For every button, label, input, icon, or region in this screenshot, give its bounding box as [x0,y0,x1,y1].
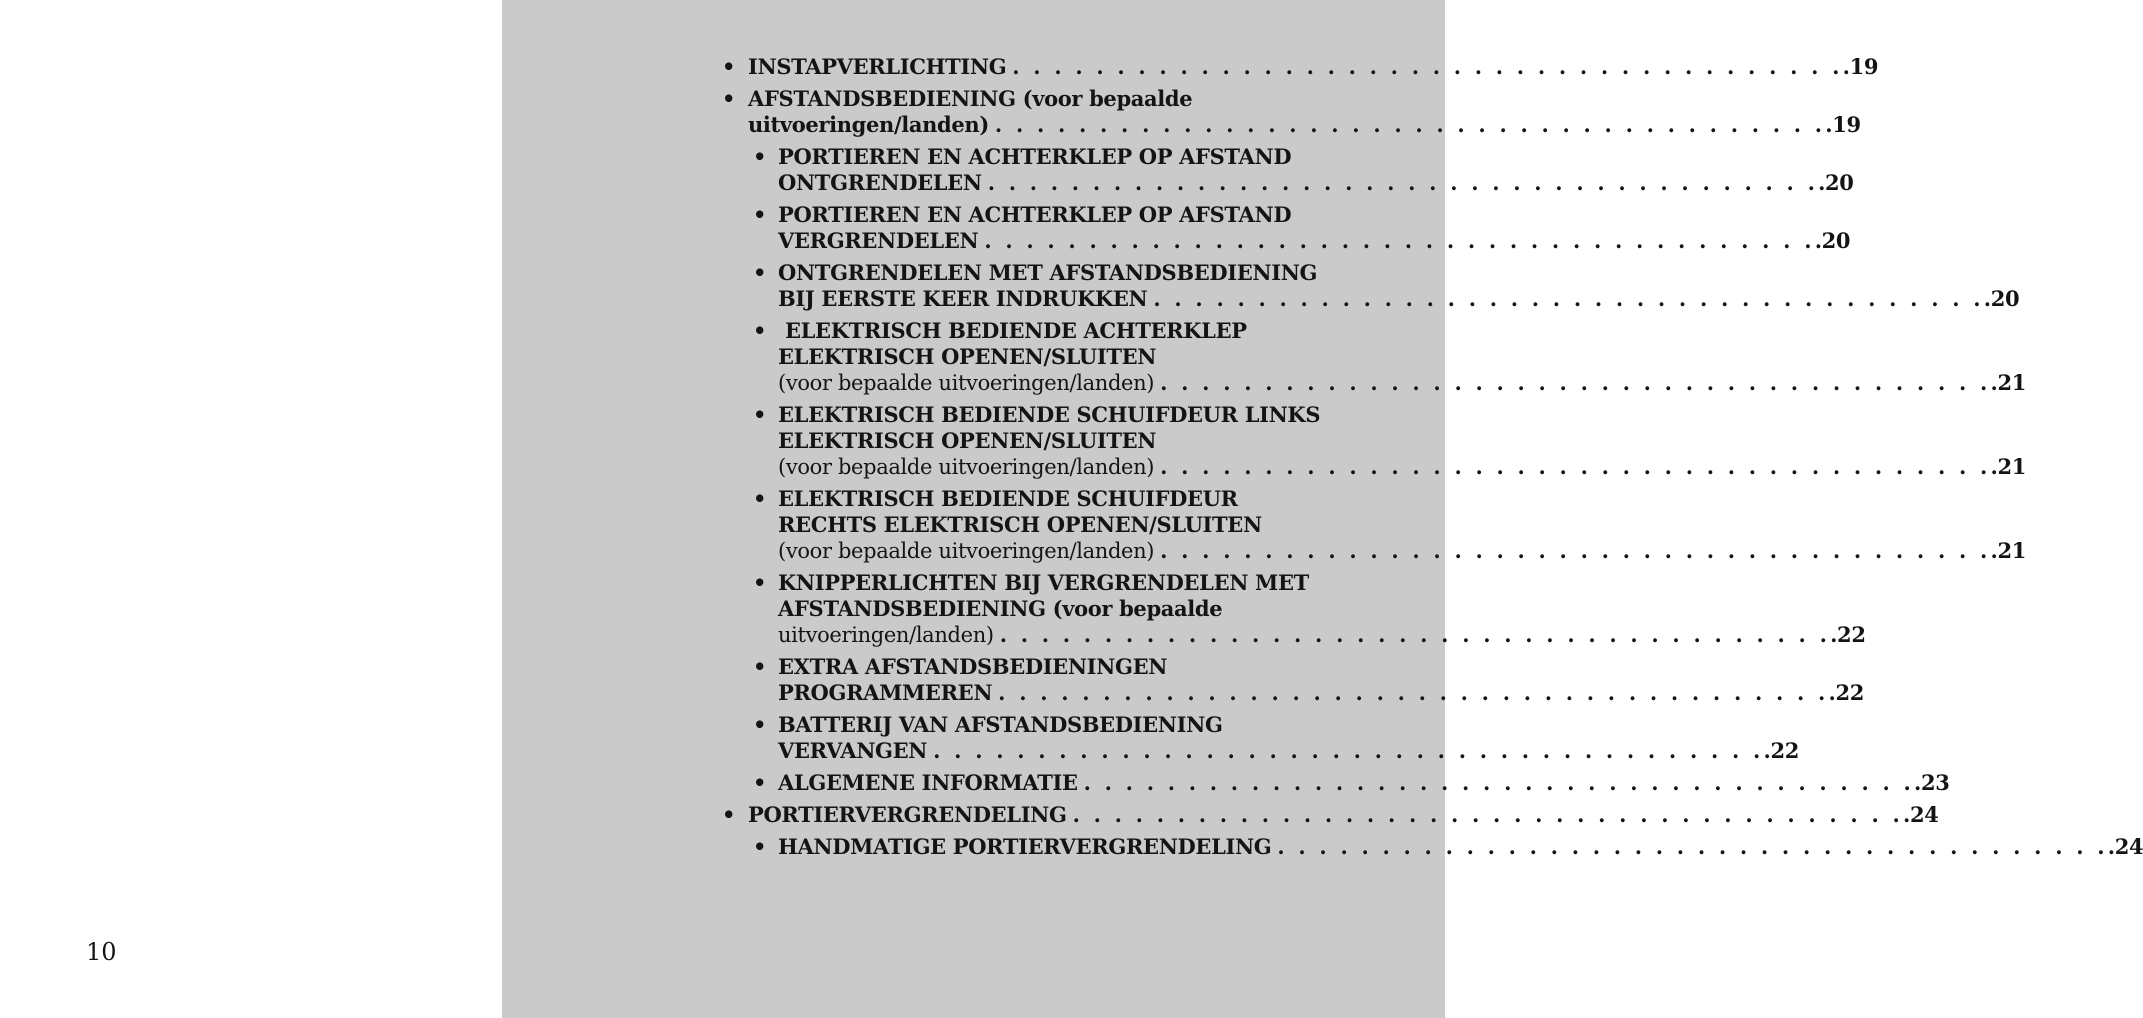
toc-entry-knipperlichten[interactable] [722,570,1866,648]
toc-entry-line: PORTIEREN EN ACHTERKLEP OP AFSTAND [778,144,1292,169]
toc-entry-algemene-informatie[interactable] [722,770,1950,796]
toc-entry-title: PROGRAMMEREN [778,680,993,705]
dot-leader: . . . . . . . . . . . . . . . . . . . . . . . . . . . . . . . . . . . . . . . . [987,170,1819,195]
toc-entry-portiervergrendeling[interactable] [722,802,1939,828]
table-of-contents [722,54,2143,866]
toc-entry-last-line [778,538,2027,564]
toc-entry-page: .19 [1825,112,1861,137]
toc-entry-schuifdeur-links[interactable] [722,402,2027,480]
toc-entry-page: .20 [1814,228,1851,253]
dot-leader: . . . . . . . . . . . . . . . . . . . . . . . . . . . . . . . . . . . . . . . . [1153,286,1984,311]
toc-entry-title: VERVANGEN [778,738,928,763]
bullet-icon: • [753,712,767,737]
toc-entry-page: .20 [1983,286,2020,311]
toc-entry-title: uitvoeringen/landen) [778,623,994,647]
left-page [0,0,502,1018]
toc-entry-page: .22 [1830,622,1866,647]
toc-entry-vergrendelen[interactable] [722,202,1851,254]
toc-entry-instapverlichting[interactable] [722,54,1879,80]
toc-entry-title: (voor bepaalde uitvoeringen/landen) [778,455,1155,479]
toc-entry-page: .24 [2107,834,2143,859]
bullet-icon: • [753,318,767,343]
toc-entry-schuifdeur-rechts[interactable] [722,486,2027,564]
toc-entry-batterij[interactable] [722,712,1800,764]
toc-entry-afstandsbediening[interactable] [722,86,1861,138]
dot-leader: . . . . . . . . . . . . . . . . . . . . . . . . . . . . . . . . . . . . . . . . [1277,834,2108,859]
toc-entry-last-line [778,680,1865,706]
toc-entry-title: BIJ EERSTE KEER INDRUKKEN [778,286,1148,311]
toc-entry-last-line [748,802,1939,828]
dot-leader: . . . . . . . . . . . . . . . . . . . . . . . . . . . . . . . . . . . . . . . . [933,738,1764,763]
toc-entry-programmeren[interactable] [722,654,1865,706]
toc-entry-title: ONTGRENDELEN [778,170,982,195]
toc-entry-page: .21 [1990,454,2027,479]
toc-entry-last-line [778,834,2143,860]
toc-entry-page: .22 [1828,680,1865,705]
bullet-icon: • [753,144,767,169]
toc-entry-page: .23 [1914,770,1950,795]
dot-leader: . . . . . . . . . . . . . . . . . . . . . . . . . . . . . . . . . . . . . . . . [984,228,1815,253]
dot-leader: . . . . . . . . . . . . . . . . . . . . . . . . . . . . . . . . . . . . . . . . [999,622,1831,647]
dot-leader: . . . . . . . . . . . . . . . . . . . . . . . . . . . . . . . . . . . . . . . . [994,112,1826,137]
toc-entry-line: EXTRA AFSTANDSBEDIENINGEN [778,654,1168,679]
bullet-icon: • [753,654,767,679]
toc-entry-page: .20 [1818,170,1854,195]
toc-entry-page: .22 [1763,738,1800,763]
toc-entry-last-line [778,622,1866,648]
toc-entry-page: .19 [1842,54,1879,79]
toc-entry-last-line [778,738,1800,764]
toc-entry-title: INSTAPVERLICHTING [748,54,1007,79]
toc-entry-line: ELEKTRISCH OPENEN/SLUITEN [778,344,1157,369]
toc-entry-handmatige-portiervergrendeling[interactable] [722,834,2143,860]
bullet-icon: • [722,86,736,111]
toc-entry-line: ONTGRENDELEN MET AFSTANDSBEDIENING [778,260,1318,285]
dot-leader: . . . . . . . . . . . . . . . . . . . . . . . . . . . . . . . . . . . . . . . . [1012,54,1843,79]
bullet-icon: • [722,802,736,827]
dot-leader: . . . . . . . . . . . . . . . . . . . . . . . . . . . . . . . . . . . . . . . . [1160,538,1991,563]
toc-entry-line: ELEKTRISCH BEDIENDE SCHUIFDEUR [778,486,1238,511]
toc-entry-last-line [778,286,2020,312]
dot-leader: . . . . . . . . . . . . . . . . . . . . . . . . . . . . . . . . . . . . . . . . [1083,770,1915,795]
toc-entry-title: uitvoeringen/landen) [748,112,989,137]
toc-entry-title: VERGRENDELEN [778,228,979,253]
bullet-icon: • [753,486,767,511]
toc-entry-line: ELEKTRISCH OPENEN/SLUITEN [778,428,1157,453]
toc-entry-achterklep[interactable] [722,318,2027,396]
bullet-icon: • [753,260,767,285]
toc-entry-line: AFSTANDSBEDIENING (voor bepaalde [748,86,1193,111]
toc-entry-line: KNIPPERLICHTEN BIJ VERGRENDELEN MET [778,570,1309,595]
toc-entry-last-line [778,228,1851,254]
toc-entry-title: PORTIERVERGRENDELING [748,802,1067,827]
bullet-icon: • [722,54,736,79]
toc-entry-line: ELEKTRISCH BEDIENDE ACHTERKLEP [778,318,1247,343]
toc-entry-last-line [748,112,1861,138]
toc-entry-line: ELEKTRISCH BEDIENDE SCHUIFDEUR LINKS [778,402,1321,427]
toc-entry-eerste-keer-indrukken[interactable] [722,260,2020,312]
bullet-icon: • [753,834,767,859]
toc-entry-page: .21 [1990,538,2027,563]
page-number: 10 [86,938,117,966]
toc-entry-line: AFSTANDSBEDIENING (voor bepaalde [778,596,1223,621]
toc-entry-last-line [748,54,1879,80]
toc-entry-line: BATTERIJ VAN AFSTANDSBEDIENING [778,712,1223,737]
toc-entry-last-line [778,770,1950,796]
toc-entry-ontgrendelen[interactable] [722,144,1854,196]
toc-entry-title: (voor bepaalde uitvoeringen/landen) [778,371,1155,395]
bullet-icon: • [753,402,767,427]
dot-leader: . . . . . . . . . . . . . . . . . . . . . . . . . . . . . . . . . . . . . . . . [1072,802,1903,827]
toc-entry-title: HANDMATIGE PORTIERVERGRENDELING [778,834,1272,859]
bullet-icon: • [753,770,767,795]
toc-entry-page: .21 [1990,370,2027,395]
dot-leader: . . . . . . . . . . . . . . . . . . . . . . . . . . . . . . . . . . . . . . . . [1160,454,1991,479]
toc-entry-title: (voor bepaalde uitvoeringen/landen) [778,539,1155,563]
toc-entry-line: RECHTS ELEKTRISCH OPENEN/SLUITEN [778,512,1262,537]
dot-leader: . . . . . . . . . . . . . . . . . . . . . . . . . . . . . . . . . . . . . . . . [1160,370,1991,395]
dot-leader: . . . . . . . . . . . . . . . . . . . . . . . . . . . . . . . . . . . . . . . . [998,680,1829,705]
toc-entry-last-line [778,454,2027,480]
toc-entry-line: PORTIEREN EN ACHTERKLEP OP AFSTAND [778,202,1292,227]
toc-entry-page: .24 [1902,802,1939,827]
bullet-icon: • [753,570,767,595]
bullet-icon: • [753,202,767,227]
toc-entry-last-line [778,370,2027,396]
toc-entry-last-line [778,170,1854,196]
toc-entry-title: ALGEMENE INFORMATIE [778,770,1078,795]
